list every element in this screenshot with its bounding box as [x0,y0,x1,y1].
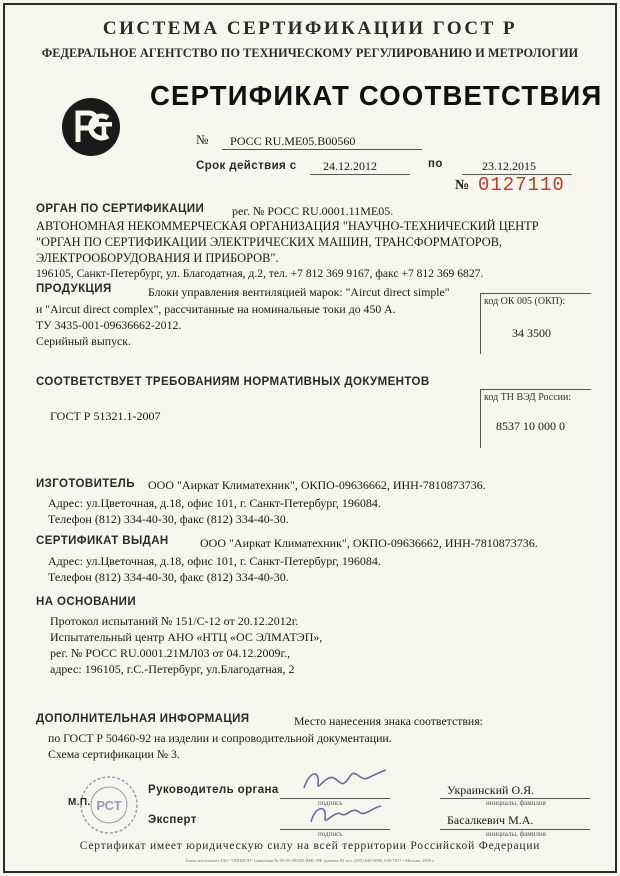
date-to: 23.12.2015 [482,159,536,173]
product-line1: Блоки управления вентиляцией марок: "Aircut direct simple" [148,285,450,299]
body-org-line2: "ОРГАН ПО СЕРТИФИКАЦИИ ЭЛЕКТРИЧЕСКИХ МАШИН, ТРАНСФОРМАТОРОВ, [36,235,503,249]
manufacturer-line2: Адрес: ул.Цветочная, д.18, офис 101, г. Санкт-Петербург, 196084. [48,496,381,510]
reg-underline [222,149,422,150]
blank-no-label: № [455,178,470,193]
head-sign-caption: подпись [318,799,343,807]
product-line4: Серийный выпуск. [36,334,131,348]
head-signature [300,764,390,798]
expert-name-caption: инициалы, фамилия [486,830,546,838]
reg-no-label: № [196,132,209,147]
product-line2: и "Aircut direct complex", рассчитанные на номинальные токи до 450 А. [36,302,396,316]
manufacturer-line1: ООО "Аиркат Климатехник", ОКПО-09636662, ИНН-7810873736. [148,478,486,492]
validity-label: Срок действия с [196,160,297,172]
seal-text: РСТ [96,798,122,813]
body-org-line3: ЭЛЕКТРООБОРУДОВАНИЯ И ПРИБОРОВ". [36,251,279,265]
expert-name: Басалкевич М.А. [447,813,534,827]
reg-number: РОСС RU.ME05.B00560 [230,134,356,148]
conformity-label: СООТВЕТСТВУЕТ ТРЕБОВАНИЯМ НОРМАТИВНЫХ ДОКУМЕНТОВ [36,376,430,388]
additional-label: ДОПОЛНИТЕЛЬНАЯ ИНФОРМАЦИЯ [36,713,250,725]
head-name: Украинский О.Я. [447,783,535,797]
certificate-title: СЕРТИФИКАТ СООТВЕТСТВИЯ [150,80,603,111]
body-org-address: 196105, Санкт-Петербург, ул. Благодатная, д.2, тел. +7 812 369 9167, факс +7 812 369 6827. [36,267,484,280]
basis-label: НА ОСНОВАНИИ [36,596,136,608]
product-label: ПРОДУКЦИЯ [36,283,112,295]
date-to-label: по [428,158,443,170]
okp-value: 34 3500 [512,326,551,340]
basis-line3: рег. № РОСС RU.0001.21МЛ03 от 04.12.2009г., [50,646,291,660]
conformity-standard: ГОСТ Р 51321.1-2007 [50,409,161,423]
footer-text: Сертификат имеет юридическую силу на всей территории Российской Федерации [79,840,541,852]
issued-to-line3: Телефон (812) 334-40-30, факс (812) 334-40-30. [48,570,289,584]
date-from-underline [310,174,410,175]
date-from: 24.12.2012 [323,159,377,173]
basis-line2: Испытательный центр АНО «НТЦ «ОС ЭЛМАТЭП», [50,630,323,644]
additional-line1: по ГОСТ Р 50460-92 на изделии и сопроводительной документации. [48,731,392,745]
basis-line1: Протокол испытаний № 151/С-12 от 20.12.2012г. [50,614,299,628]
stamp-label: М.П. [68,797,91,808]
head-name-caption: инициалы, фамилия [486,799,546,807]
body-org-label: ОРГАН ПО СЕРТИФИКАЦИИ [36,203,205,215]
expert-sign-caption: подпись [318,830,343,838]
mark-place: Место нанесения знака соответствия: [294,714,483,728]
okp-label: код ОК 005 (ОКП): [484,296,566,307]
system-title: СИСТЕМА СЕРТИФИКАЦИИ ГОСТ Р [102,18,518,39]
issued-to-line1: ООО "Аиркат Климатехник", ОКПО-09636662, ИНН-7810873736. [200,536,538,550]
manufacturer-label: ИЗГОТОВИТЕЛЬ [36,478,135,490]
tnved-label: код ТН ВЭД России: [484,392,572,403]
blank-number: 0127110 [478,174,565,196]
expert-label: Эксперт [148,814,197,826]
issued-to-line2: Адрес: ул.Цветочная, д.18, офис 101, г. Санкт-Петербург, 196084. [48,554,381,568]
rst-logo [60,96,122,158]
additional-line2: Схема сертификации № 3. [48,747,180,761]
body-org-line1: АВТОНОМНАЯ НЕКОММЕРЧЕСКАЯ ОРГАНИЗАЦИЯ "НАУЧНО-ТЕХНИЧЕСКИЙ ЦЕНТР [36,219,539,233]
product-line3: ТУ 3435-001-09636662-2012. [36,318,182,332]
footer-fine-print: Бланк изготовлен ЗАО "ОПЦИОН" (лицензия № 05-05-09/003 ФНС РФ уровень В) тел. (495) 648-9080, 648-7817 • Москва, 2009 г. [185,858,435,863]
head-label: Руководитель органа [148,784,279,796]
issued-to-label: СЕРТИФИКАТ ВЫДАН [36,535,169,547]
basis-line4: адрес: 196105, г.С.-Петербург, ул.Благодатная, 2 [50,662,295,676]
tnved-value: 8537 10 000 0 [496,419,565,433]
body-org-reg: рег. № РОСС RU.0001.11ME05. [232,204,394,218]
expert-signature [305,796,385,830]
agency-title: ФЕДЕРАЛЬНОЕ АГЕНТСТВО ПО ТЕХНИЧЕСКОМУ РЕГУЛИРОВАНИЮ И МЕТРОЛОГИИ [41,46,579,60]
manufacturer-line3: Телефон (812) 334-40-30, факс (812) 334-40-30. [48,512,289,526]
